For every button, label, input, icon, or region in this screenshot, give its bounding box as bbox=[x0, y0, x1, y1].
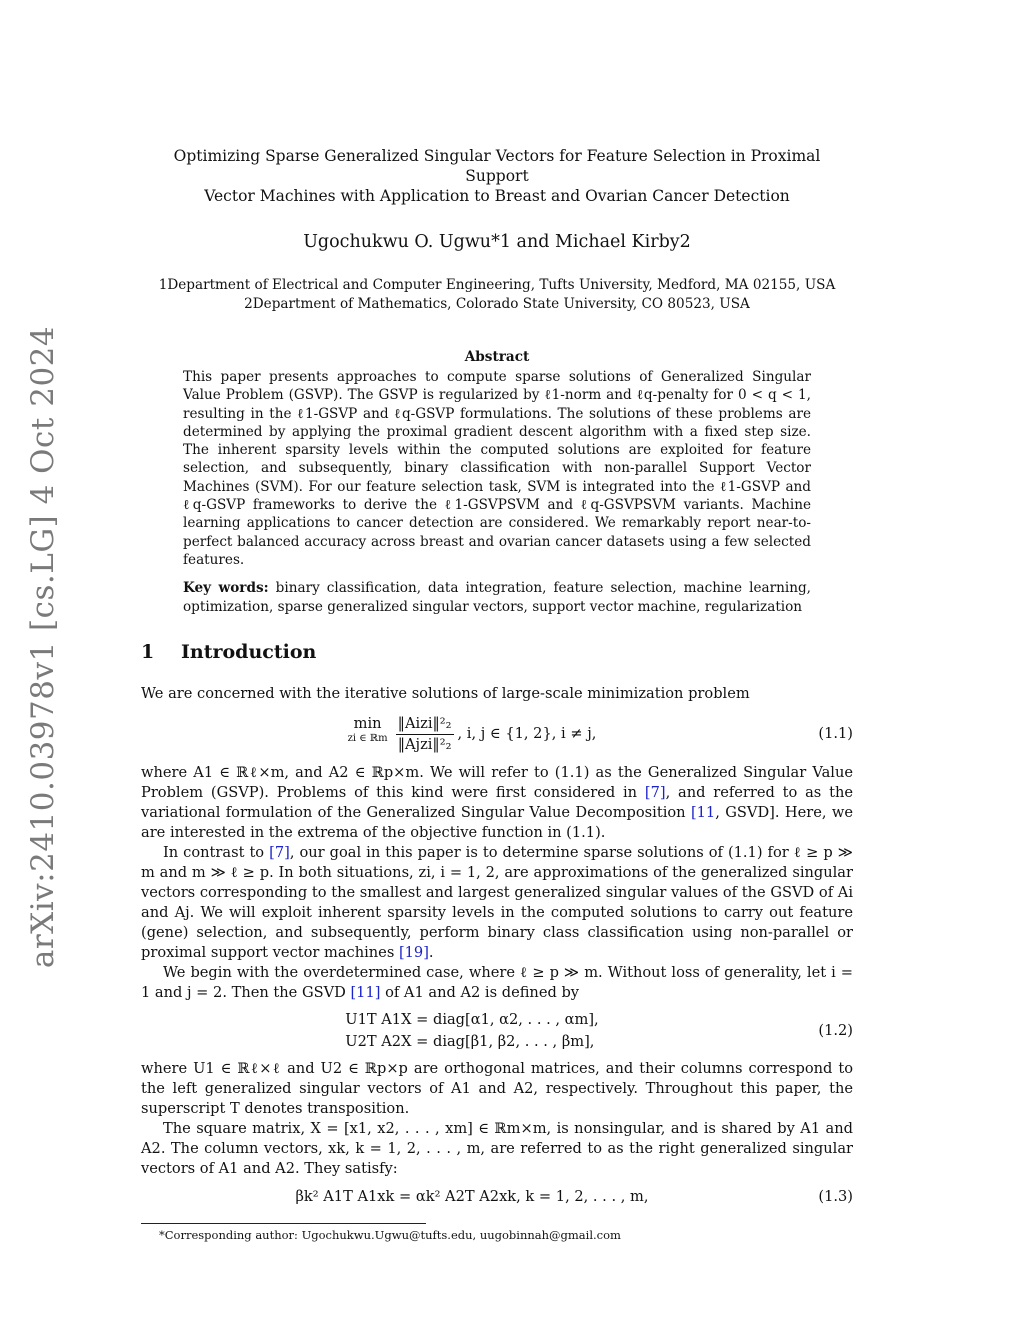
paper-page bbox=[141, 146, 853, 1243]
eq2-number: (1.2) bbox=[818, 1021, 853, 1039]
equation-1-1 bbox=[141, 714, 853, 755]
eq1-denominator: ‖Ajzi‖²₂ bbox=[397, 735, 452, 753]
paragraph-intro: We are concerned with the iterative solutions of large-scale minimization problem bbox=[141, 684, 750, 702]
eq1-numerator: ‖Aizi‖²₂ bbox=[396, 714, 454, 735]
eq3-text: βk² A1T A1xk = αk² A2T A2xk, k = 1, 2, . . . , m, bbox=[295, 1187, 649, 1205]
author-list: Ugochukwu O. Ugwu*1 and Michael Kirby2 bbox=[303, 232, 691, 252]
eq1-conditions: , i, j ∈ {1, 2}, i ≠ j, bbox=[457, 725, 597, 743]
keywords-text: binary classification, data integration, feature selection, machine learning, optimization, sparse generalized singular vectors, support vector machine, regularization bbox=[183, 580, 812, 615]
abstract-text: This paper presents approaches to compute sparse solutions of Generalized Singular Value Problem (GSVP). The GSVP is regularized by ℓ1-norm and ℓq-penalty for 0 < q < 1, resulting in the ℓ1-GSVP and ℓq-GSVP formulations. The solutions of these problems are determined by applying the proximal gradient descent algorithm with a fixed step size. The inherent sparsity levels within the computed solutions are exploited for feature selection, and subsequently, binary classification with non-parallel Support Vector Machines (SVM). For our feature selection task, SVM is integrated into the ℓ1-GSVP and ℓq-GSVP frameworks to derive the ℓ1-GSVPSVM and ℓq-GSVPSVM variants. Machine learning applications to cancer detection are considered. We remarkably report near-to-perfect balanced accuracy across breast and ovarian cancer datasets using a few selected features. bbox=[183, 369, 811, 568]
paragraph-contrast: In contrast to [7], our goal in this paper is to determine sparse solutions of (1.1) for ℓ ≥ p ≫ m and m ≫ ℓ ≥ p. In both situations, zi, i = 1, 2, are approximations of the generalized singular vectors corresponding to the smallest and largest generalized singular values of the GSVD of Ai and Aj. We will exploit inherent sparsity levels in the computed solutions to carry out feature (gene) selection, and subsequently, perform binary class classification using non-parallel or proximal support vector machines [19]. bbox=[141, 843, 853, 961]
keywords bbox=[183, 579, 811, 616]
equation-1-3 bbox=[141, 1187, 853, 1207]
paragraph-orthogonal: where U1 ∈ ℝℓ×ℓ and U2 ∈ ℝp×p are orthogonal matrices, and their columns correspond to the left generalized singular vectors of A1 and A2, respectively. Throughout this paper, the superscript T denotes transposition. bbox=[141, 1059, 853, 1117]
eq1-min-subscript: zi ∈ ℝm bbox=[347, 732, 388, 744]
citation-11[interactable]: [11] bbox=[350, 983, 381, 1001]
eq2-line-1: U1T A1X = diag[α1, α2, . . . , αm], bbox=[345, 1010, 599, 1028]
arxiv-identifier: arXiv:2410.03978v1 [cs.LG] 4 Oct 2024 bbox=[25, 325, 61, 969]
footnote-corresponding-author: *Corresponding author: Ugochukwu.Ugwu@tufts.edu, uugobinnah@gmail.com bbox=[159, 1227, 621, 1242]
section-number: 1 bbox=[141, 640, 155, 663]
eq1-fraction bbox=[396, 714, 454, 755]
citation-7[interactable]: [7] bbox=[269, 843, 290, 861]
abstract-heading: Abstract bbox=[464, 349, 530, 365]
eq1-number: (1.1) bbox=[818, 725, 853, 743]
eq2-line-2: U2T A2X = diag[β1, β2, . . . , βm], bbox=[345, 1032, 595, 1050]
affiliation-2: 2Department of Mathematics, Colorado State University, CO 80523, USA bbox=[244, 296, 750, 312]
keywords-label: Key words: bbox=[183, 580, 269, 597]
equation-1-2 bbox=[141, 1009, 853, 1053]
citation-11[interactable]: [11 bbox=[690, 803, 716, 821]
paragraph-square-matrix: The square matrix, X = [x1, x2, . . . , xm] ∈ ℝm×m, is nonsingular, and is shared by A1 and A2. The column vectors, xk, k = 1, 2, . . . , m, are referred to as the right generalized singular vectors of A1 and A2. They satisfy: bbox=[141, 1119, 853, 1177]
paragraph-gsvp: where A1 ∈ ℝℓ×m, and A2 ∈ ℝp×m. We will refer to (1.1) as the Generalized Singular Value Problem (GSVP). Problems of this kind were first considered in [7], and referred to as the variational formulation of the Generalized Singular Value Decomposition [11, GSVD]. Here, we are interested in the extrema of the objective function in (1.1). bbox=[141, 763, 853, 841]
eq1-min: min bbox=[353, 714, 382, 732]
section-title: Introduction bbox=[181, 640, 317, 663]
title-line-2: Vector Machines with Application to Breast and Ovarian Cancer Detection bbox=[204, 187, 790, 205]
citation-7[interactable]: [7] bbox=[644, 783, 666, 801]
paper-title bbox=[141, 146, 853, 206]
citation-19[interactable]: [19] bbox=[398, 943, 429, 961]
affiliation-1: 1Department of Electrical and Computer Engineering, Tufts University, Medford, MA 02155, USA bbox=[158, 277, 836, 293]
footnote-rule bbox=[141, 1223, 426, 1224]
paragraph-overdetermined: We begin with the overdetermined case, where ℓ ≥ p ≫ m. Without loss of generality, let i = 1 and j = 2. Then the GSVD [11] of A1 and A2 is defined by bbox=[141, 963, 853, 1001]
eq3-number: (1.3) bbox=[818, 1187, 853, 1205]
title-line-1: Optimizing Sparse Generalized Singular Vectors for Feature Selection in Proximal Support bbox=[173, 147, 821, 185]
affiliations bbox=[141, 276, 853, 314]
section-heading bbox=[141, 642, 853, 662]
